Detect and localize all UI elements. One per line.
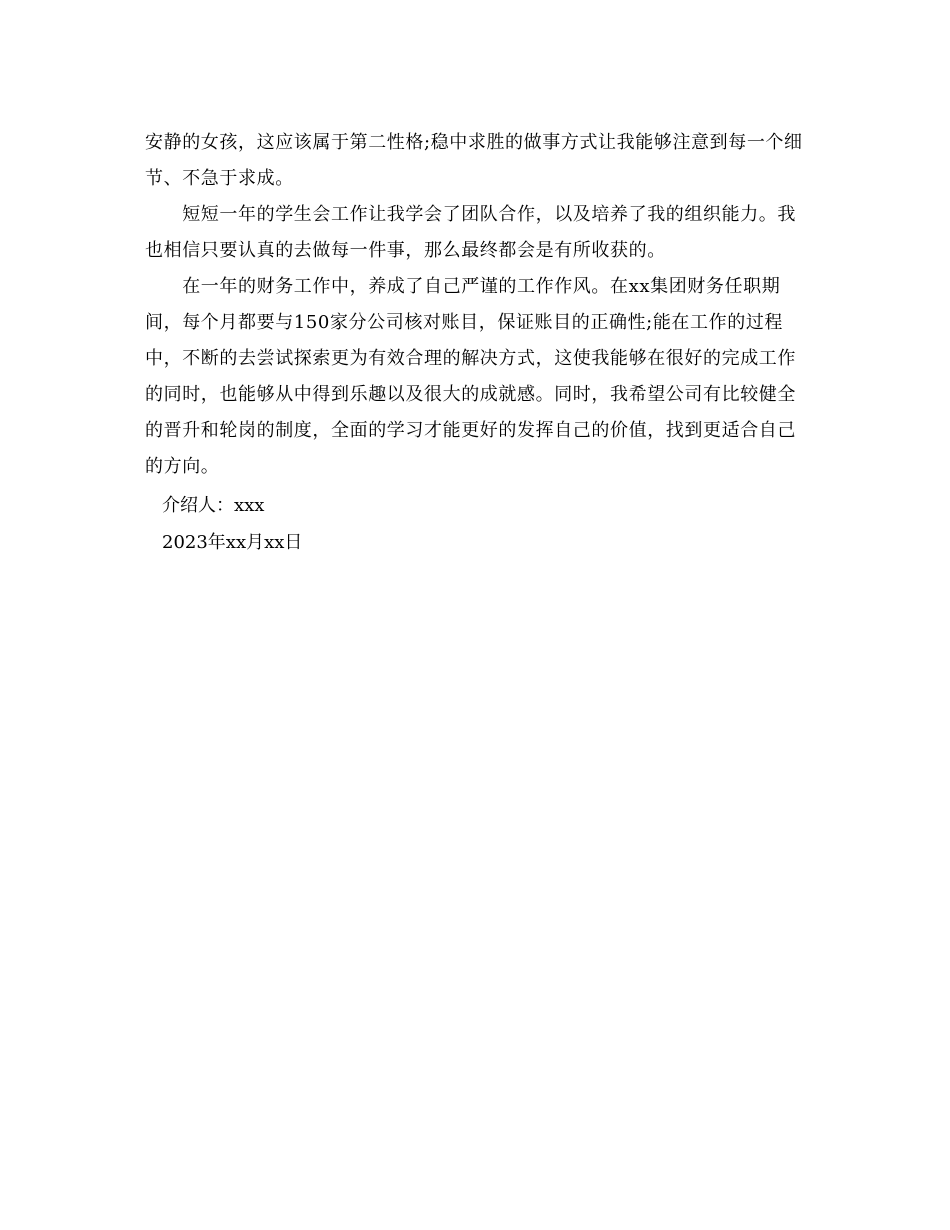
body-line: 的晋升和轮岗的制度，全面的学习才能更好的发挥自己的价值，找到更适合自己 [145,420,796,441]
body-line: 在一年的财务工作中，养成了自己严谨的工作作风。在xx集团财务任职期 [145,276,781,297]
body-line: 中，不断的去尝试探索更为有效合理的解决方式，这使我能够在很好的完成工作 [145,348,796,369]
body-line: 的方向。 [145,456,220,477]
introducer-line: 介绍人：xxx [162,495,265,516]
body-line: 间，每个月都要与150家分公司核对账目，保证账目的正确性;能在工作的过程 [145,312,784,333]
date-line: 2023年xx月xx日 [162,532,303,553]
body-line: 的同时，也能够从中得到乐趣以及很大的成就感。同时，我希望公司有比较健全 [145,384,796,405]
body-line: 安静的女孩，这应该属于第二性格;稳中求胜的做事方式让我能够注意到每一个细 [145,132,803,153]
body-line: 也相信只要认真的去做每一件事，那么最终都会是有所收获的。 [145,240,666,261]
body-line: 节、不急于求成。 [145,168,294,189]
body-line: 短短一年的学生会工作让我学会了团队合作，以及培养了我的组织能力。我 [145,204,796,225]
